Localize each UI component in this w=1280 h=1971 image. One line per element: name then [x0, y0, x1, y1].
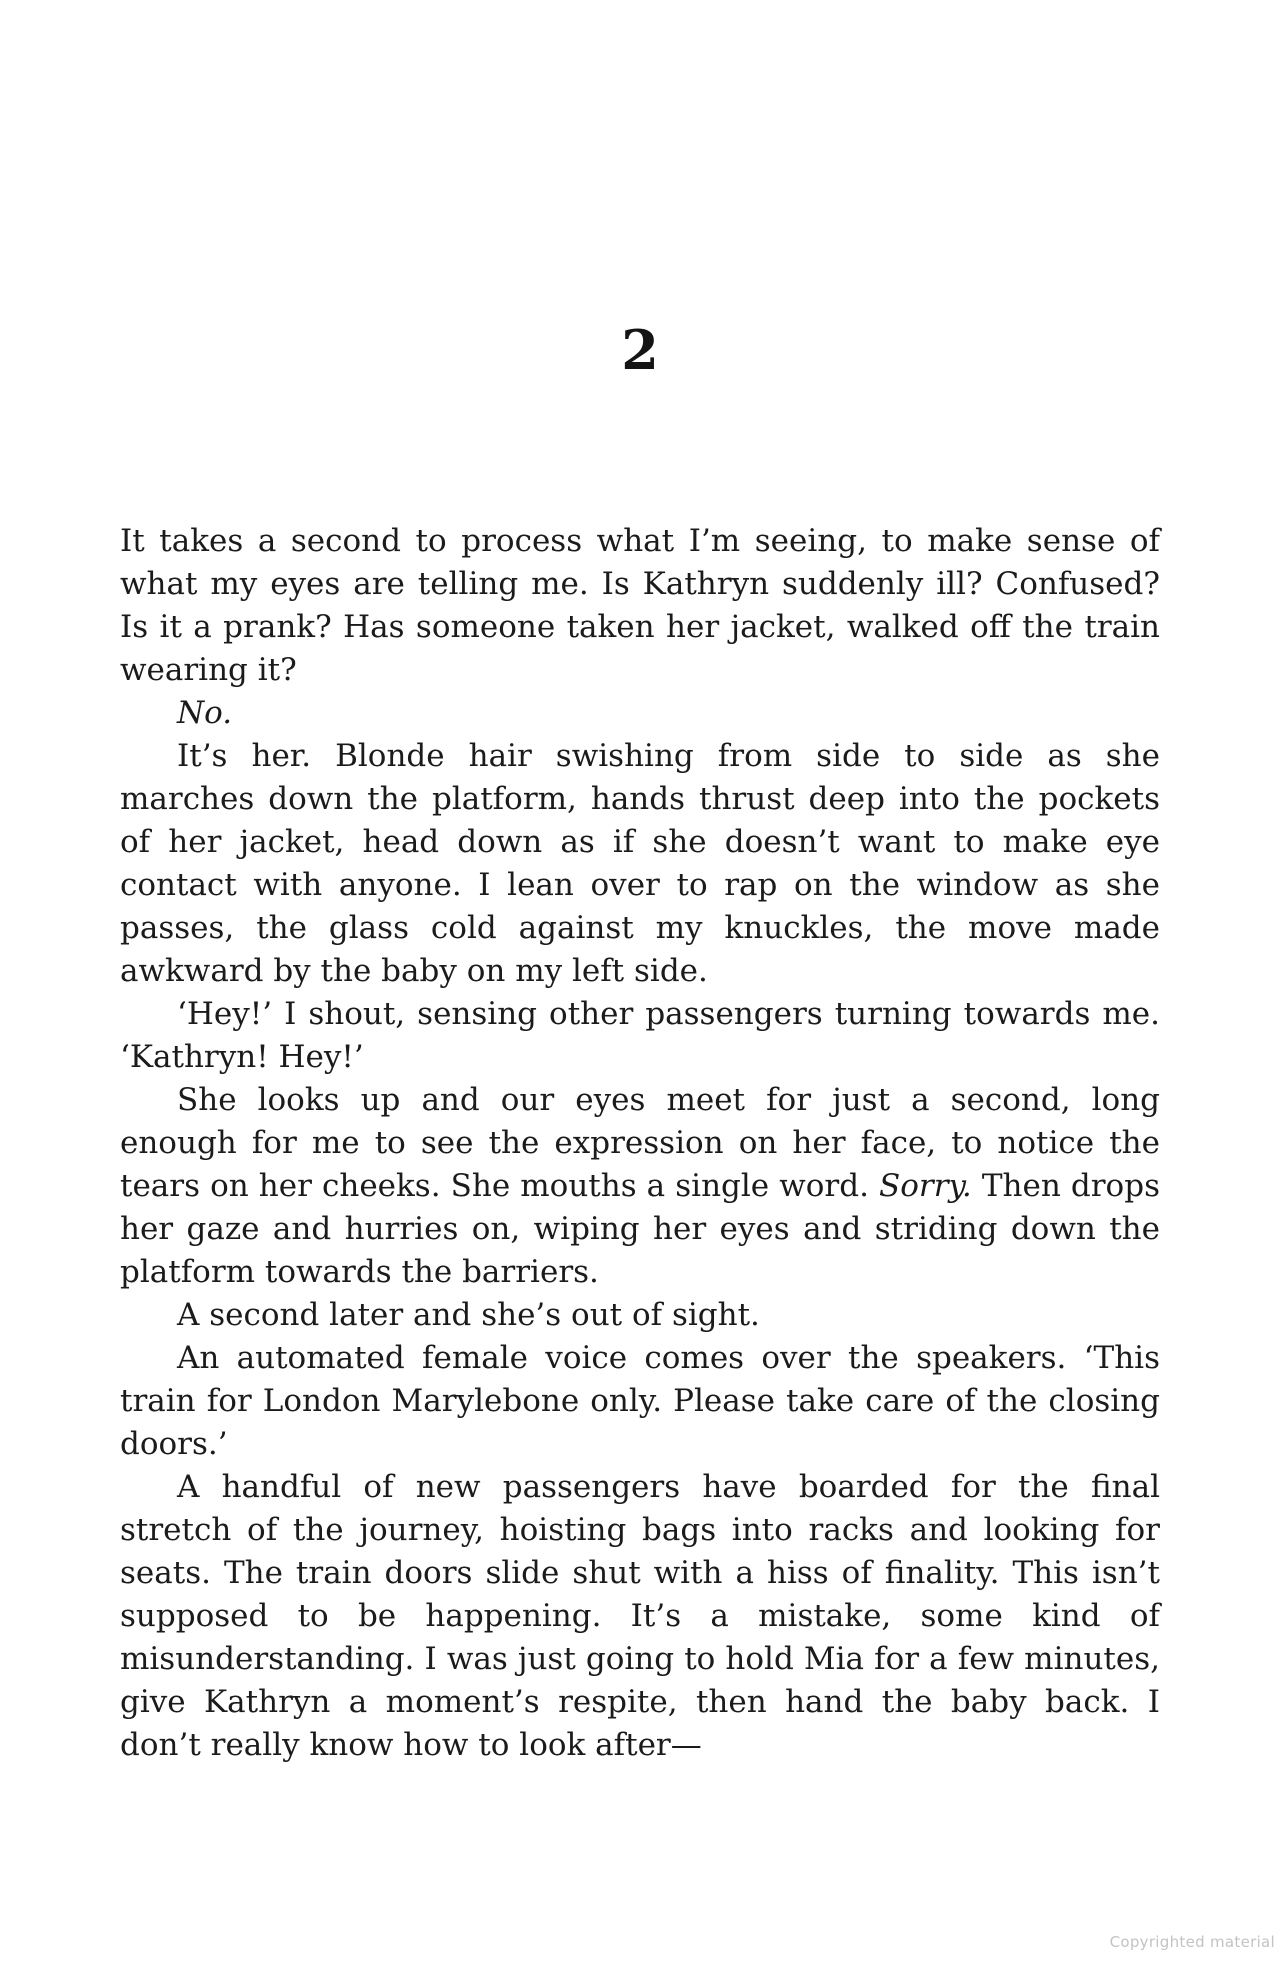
text-run: A handful of new passengers have boarded for the final stretch of the journey, hoisting bags into racks and looking for seats. The train doors slide shut with a hiss of finality. This isn’t supposed to be happening. It’s a mistake, some kind of misunderstanding. I was just going to hold Mia for a few minutes, give Kathryn a moment’s respite, then hand the baby back. I don’t really know how to look after—	[120, 1469, 1160, 1763]
text-run: It takes a second to process what I’m seeing, to make sense of what my eyes are telling me. Is Kathryn suddenly ill? Confused? Is it a prank? Has someone taken her jacket, walked off the train wearing it?	[120, 523, 1160, 688]
text-run: She looks up and our eyes meet for just a second, long enough for me to see the expression on her face, to notice the tears on her cheeks. She mouths a single word.	[120, 1082, 1160, 1204]
paragraph	[120, 1337, 1160, 1466]
italic-text-run: No.	[177, 695, 233, 731]
text-run: It’s her. Blonde hair swishing from side to side as she marches down the platform, hands thrust deep into the pockets of her jacket, head down as if she doesn’t want to make eye contact with anyone. I lean over to rap on the window as she passes, the glass cold against my knuckles, the move made awkward by the baby on my left side.	[120, 738, 1160, 989]
paragraph	[120, 520, 1160, 692]
page-text	[120, 520, 1160, 1767]
text-run: A second later and she’s out of sight.	[177, 1297, 760, 1333]
paragraph	[120, 1294, 1160, 1337]
copyright-watermark: Copyrighted material	[1109, 1933, 1275, 1951]
italic-text-run: Sorry.	[879, 1168, 972, 1204]
paragraph	[120, 993, 1160, 1079]
chapter-number: 2	[621, 318, 659, 382]
paragraph	[120, 735, 1160, 993]
paragraph	[120, 1079, 1160, 1294]
text-run: ‘Hey!’ I shout, sensing other passengers turning towards me. ‘Kathryn! Hey!’	[120, 996, 1160, 1075]
paragraph	[120, 1466, 1160, 1767]
text-run: An automated female voice comes over the speakers. ‘This train for London Marylebone only. Please take care of the closing doors.’	[120, 1340, 1160, 1462]
text-run: Then drops her gaze and hurries on, wiping her eyes and striding down the platform towards the barriers.	[120, 1168, 1160, 1290]
paragraph	[120, 692, 1160, 735]
